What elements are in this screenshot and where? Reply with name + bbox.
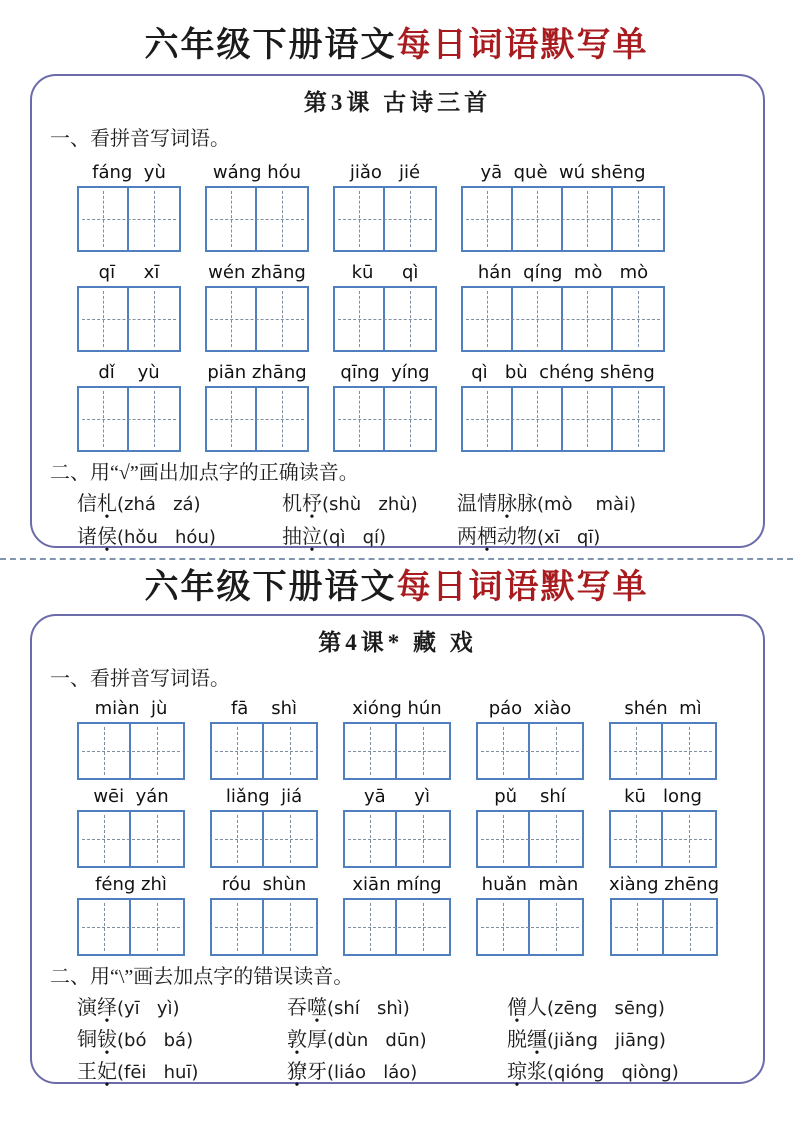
grid-cell	[613, 388, 663, 450]
char: 王	[77, 1061, 97, 1083]
pinyin-label: xiàng zhēng	[609, 874, 720, 895]
word-group	[77, 698, 185, 780]
lesson-3-pinyin-grid-area	[50, 162, 745, 452]
word-chars	[282, 526, 322, 548]
word-item	[287, 996, 507, 1028]
word-item	[507, 1028, 679, 1060]
word-item	[77, 996, 287, 1028]
dotted-char: 钹	[97, 1029, 117, 1051]
writing-grid	[205, 286, 309, 352]
word-group	[461, 362, 665, 452]
pinyin-label: qī xī	[98, 262, 160, 283]
pinyin-label: wén zhāng	[208, 262, 306, 283]
pinyin-label: piān zhāng	[207, 362, 307, 383]
grid-cell	[79, 188, 129, 250]
grid-cell	[478, 900, 530, 954]
word-group	[476, 874, 584, 956]
pinyin-label: shén mì	[624, 698, 702, 719]
word-item	[507, 996, 679, 1028]
lesson-4-pinyin-grid-area	[50, 698, 745, 956]
char: 浆	[527, 1061, 547, 1083]
word-chars	[287, 997, 327, 1019]
word-group	[476, 786, 584, 868]
word-group	[77, 362, 181, 452]
pinyin-label: féng zhì	[95, 874, 167, 895]
grid-cell	[463, 388, 513, 450]
grid-cell	[345, 900, 397, 954]
grid-cell	[612, 900, 664, 954]
grid-cell	[129, 188, 179, 250]
grid-cell	[345, 812, 397, 866]
grid-cell	[663, 812, 715, 866]
pinyin-label: kū long	[624, 786, 702, 807]
char: 信	[77, 493, 97, 515]
grid-cell	[207, 288, 257, 350]
pinyin-label: liǎng jiá	[225, 786, 303, 807]
writing-grid	[333, 286, 437, 352]
writing-grid	[210, 810, 318, 868]
word-group	[77, 786, 185, 868]
word-reading: (fēi huī)	[117, 1062, 199, 1083]
word-reading: (qióng qiòng)	[547, 1062, 679, 1083]
writing-grid	[609, 722, 717, 780]
lesson-3-word-choice-table	[50, 492, 745, 558]
pinyin-label: xiān míng	[352, 874, 442, 895]
word-item	[457, 525, 636, 558]
grid-cell	[79, 288, 129, 350]
lesson-3-exercise2-label: 二、用“√”画出加点字的正确读音。	[50, 462, 359, 484]
char: 吞	[287, 997, 307, 1019]
writing-grid	[610, 898, 718, 956]
word-item	[77, 1028, 287, 1060]
pinyin-grid-row	[50, 162, 745, 252]
char: 温	[457, 493, 477, 515]
pinyin-grid-row	[50, 262, 745, 352]
writing-grid	[343, 810, 451, 868]
writing-grid	[77, 810, 185, 868]
word-column	[287, 996, 507, 1092]
word-reading: (mò mài)	[537, 494, 637, 515]
word-item	[457, 492, 636, 525]
word-group	[333, 262, 437, 352]
char: 人	[527, 997, 547, 1019]
word-reading: (shí shì)	[327, 998, 410, 1019]
char: 牙	[307, 1061, 327, 1083]
page-title-black: 六年级下册语文	[144, 27, 397, 64]
word-chars	[507, 1061, 547, 1083]
dotted-char: 脉	[497, 493, 517, 515]
writing-grid	[77, 898, 185, 956]
grid-cell	[463, 288, 513, 350]
word-chars	[507, 1029, 547, 1051]
pinyin-label: jiǎo jié	[349, 162, 421, 183]
lesson-4-panel	[30, 614, 765, 1084]
lesson-3-exercise1-label: 一、看拼音写词语。	[50, 128, 230, 150]
grid-cell	[335, 288, 385, 350]
grid-cell	[257, 188, 307, 250]
grid-cell	[212, 900, 264, 954]
grid-cell	[264, 900, 316, 954]
lesson-4-title: 第4课* 藏 戏	[318, 630, 477, 655]
lesson-4-word-choice-table	[50, 996, 745, 1092]
pinyin-label: yā què wú shēng	[480, 162, 646, 183]
writing-grid	[461, 386, 665, 452]
pinyin-label: pǔ shí	[494, 786, 566, 807]
pinyin-label: fā shì	[230, 698, 298, 719]
word-chars	[282, 493, 322, 515]
word-chars	[77, 997, 117, 1019]
word-chars	[507, 997, 547, 1019]
dotted-char: 缰	[527, 1029, 547, 1051]
word-column	[457, 492, 636, 558]
word-item	[287, 1060, 507, 1092]
word-group	[205, 162, 309, 252]
grid-cell	[129, 388, 179, 450]
grid-cell	[207, 388, 257, 450]
grid-cell	[79, 812, 131, 866]
writing-grid	[77, 386, 181, 452]
word-reading: (zhá zá)	[117, 494, 201, 515]
word-reading: (qì qí)	[322, 527, 387, 548]
char: 脱	[507, 1029, 527, 1051]
pinyin-label: kū qì	[351, 262, 419, 283]
grid-cell	[79, 388, 129, 450]
char: 厚	[307, 1029, 327, 1051]
char: 诸	[77, 526, 97, 548]
grid-cell	[530, 724, 582, 778]
word-reading: (jiǎng jiāng)	[547, 1030, 666, 1051]
word-reading: (bó bá)	[117, 1030, 194, 1051]
grid-cell	[530, 900, 582, 954]
grid-cell	[385, 188, 435, 250]
word-item	[287, 1028, 507, 1060]
word-column	[77, 996, 287, 1092]
writing-grid	[476, 898, 584, 956]
writing-grid	[609, 810, 717, 868]
dotted-char: 獠	[287, 1061, 307, 1083]
dotted-char: 侯	[97, 526, 117, 548]
word-group	[77, 262, 181, 352]
char: 抽	[282, 526, 302, 548]
char: 机	[282, 493, 302, 515]
pinyin-label: qīng yíng	[340, 362, 430, 383]
word-group	[609, 698, 717, 780]
grid-cell	[335, 388, 385, 450]
char: 情	[477, 493, 497, 515]
dotted-char: 札	[97, 493, 117, 515]
dotted-char: 僧	[507, 997, 527, 1019]
grid-cell	[129, 288, 179, 350]
word-group	[343, 698, 451, 780]
grid-cell	[257, 288, 307, 350]
grid-cell	[563, 288, 613, 350]
word-column	[507, 996, 679, 1092]
word-chars	[77, 1061, 117, 1083]
grid-cell	[207, 188, 257, 250]
grid-cell	[613, 288, 663, 350]
lesson-3-title: 第3课 古诗三首	[303, 90, 492, 115]
char: 动	[497, 526, 517, 548]
word-reading: (hǒu hóu)	[117, 527, 216, 548]
pinyin-label: qì bù chéng shēng	[471, 362, 655, 383]
pinyin-grid-row	[50, 362, 745, 452]
pinyin-label: miàn jù	[94, 698, 168, 719]
writing-grid	[343, 722, 451, 780]
word-item	[77, 492, 282, 525]
word-group	[77, 874, 185, 956]
writing-grid	[476, 810, 584, 868]
dotted-char: 噬	[307, 997, 327, 1019]
writing-grid	[205, 386, 309, 452]
writing-grid	[210, 722, 318, 780]
word-group	[476, 698, 584, 780]
pinyin-label: páo xiào	[488, 698, 572, 719]
page-title-red: 每日词语默写单	[396, 27, 649, 64]
word-group	[343, 786, 451, 868]
writing-grid	[210, 898, 318, 956]
grid-cell	[530, 812, 582, 866]
pinyin-label: wáng hóu	[212, 162, 302, 183]
writing-grid	[461, 186, 665, 252]
char: 物	[517, 526, 537, 548]
word-reading: (liáo láo)	[327, 1062, 418, 1083]
page-title-black: 六年级下册语文	[144, 569, 397, 606]
pinyin-grid-row	[50, 698, 745, 780]
word-group	[205, 262, 309, 352]
pinyin-label: huǎn màn	[481, 874, 579, 895]
grid-cell	[397, 900, 449, 954]
grid-cell	[212, 812, 264, 866]
writing-grid	[205, 186, 309, 252]
word-column	[77, 492, 282, 558]
dotted-char: 琼	[507, 1061, 527, 1083]
word-group	[210, 698, 318, 780]
word-group	[343, 874, 451, 956]
writing-grid	[77, 722, 185, 780]
writing-grid	[476, 722, 584, 780]
grid-cell	[663, 724, 715, 778]
word-chars	[287, 1061, 327, 1083]
word-reading: (yī yì)	[117, 998, 180, 1019]
word-group	[210, 874, 318, 956]
grid-cell	[79, 900, 131, 954]
grid-cell	[563, 188, 613, 250]
pinyin-grid-row	[50, 874, 745, 956]
lesson-3-panel	[30, 74, 765, 548]
grid-cell	[463, 188, 513, 250]
char: 脉	[517, 493, 537, 515]
grid-cell	[264, 724, 316, 778]
word-group	[205, 362, 309, 452]
word-group	[333, 162, 437, 252]
word-group	[609, 786, 717, 868]
word-group	[333, 362, 437, 452]
dotted-char: 妃	[97, 1061, 117, 1083]
grid-cell	[513, 388, 563, 450]
writing-grid	[333, 386, 437, 452]
pinyin-label: dǐ yù	[98, 362, 160, 383]
grid-cell	[131, 812, 183, 866]
word-chars	[287, 1029, 327, 1051]
pinyin-grid-row	[50, 786, 745, 868]
word-group	[210, 786, 318, 868]
grid-cell	[613, 188, 663, 250]
word-group	[461, 262, 665, 352]
grid-cell	[513, 188, 563, 250]
pinyin-label: yā yì	[364, 786, 430, 807]
grid-cell	[664, 900, 716, 954]
grid-cell	[345, 724, 397, 778]
pinyin-label: róu shùn	[221, 874, 307, 895]
grid-cell	[79, 724, 131, 778]
word-chars	[77, 493, 117, 515]
writing-grid	[343, 898, 451, 956]
dotted-char: 敦	[287, 1029, 307, 1051]
dotted-char: 泣	[302, 526, 322, 548]
pinyin-label: hán qíng mò mò	[477, 262, 649, 283]
grid-cell	[131, 900, 183, 954]
page-title	[0, 0, 793, 66]
word-column	[282, 492, 457, 558]
word-item	[77, 525, 282, 558]
dotted-char: 绎	[97, 997, 117, 1019]
word-item	[77, 1060, 287, 1092]
word-group	[77, 162, 181, 252]
grid-cell	[257, 388, 307, 450]
grid-cell	[397, 812, 449, 866]
dotted-char: 栖	[477, 526, 497, 548]
writing-grid	[461, 286, 665, 352]
word-chars	[77, 526, 117, 548]
word-item	[282, 525, 457, 558]
page-title-repeat	[0, 560, 793, 608]
char: 铜	[77, 1029, 97, 1051]
writing-grid	[333, 186, 437, 252]
word-item	[507, 1060, 679, 1092]
word-group	[609, 874, 719, 956]
grid-cell	[513, 288, 563, 350]
pinyin-label: fáng yù	[92, 162, 166, 183]
grid-cell	[478, 812, 530, 866]
grid-cell	[264, 812, 316, 866]
char: 两	[457, 526, 477, 548]
grid-cell	[611, 724, 663, 778]
grid-cell	[563, 388, 613, 450]
word-reading: (shù zhù)	[322, 494, 418, 515]
word-chars	[77, 1029, 117, 1051]
word-group	[461, 162, 665, 252]
writing-grid	[77, 286, 181, 352]
word-item	[282, 492, 457, 525]
pinyin-label: wēi yán	[93, 786, 169, 807]
grid-cell	[335, 188, 385, 250]
word-reading: (xī qī)	[537, 527, 601, 548]
grid-cell	[385, 288, 435, 350]
word-reading: (dùn dūn)	[327, 1030, 427, 1051]
grid-cell	[397, 724, 449, 778]
word-reading: (zēng sēng)	[547, 998, 665, 1019]
word-chars	[457, 526, 537, 548]
word-chars	[457, 493, 537, 515]
char: 演	[77, 997, 97, 1019]
page-title-red: 每日词语默写单	[396, 569, 649, 606]
grid-cell	[385, 388, 435, 450]
lesson-4-exercise2-label: 二、用“\”画去加点字的错误读音。	[50, 966, 354, 988]
grid-cell	[611, 812, 663, 866]
pinyin-label: xióng hún	[352, 698, 442, 719]
grid-cell	[478, 724, 530, 778]
grid-cell	[212, 724, 264, 778]
grid-cell	[131, 724, 183, 778]
writing-grid	[77, 186, 181, 252]
dotted-char: 杼	[302, 493, 322, 515]
lesson-4-exercise1-label: 一、看拼音写词语。	[50, 668, 230, 690]
